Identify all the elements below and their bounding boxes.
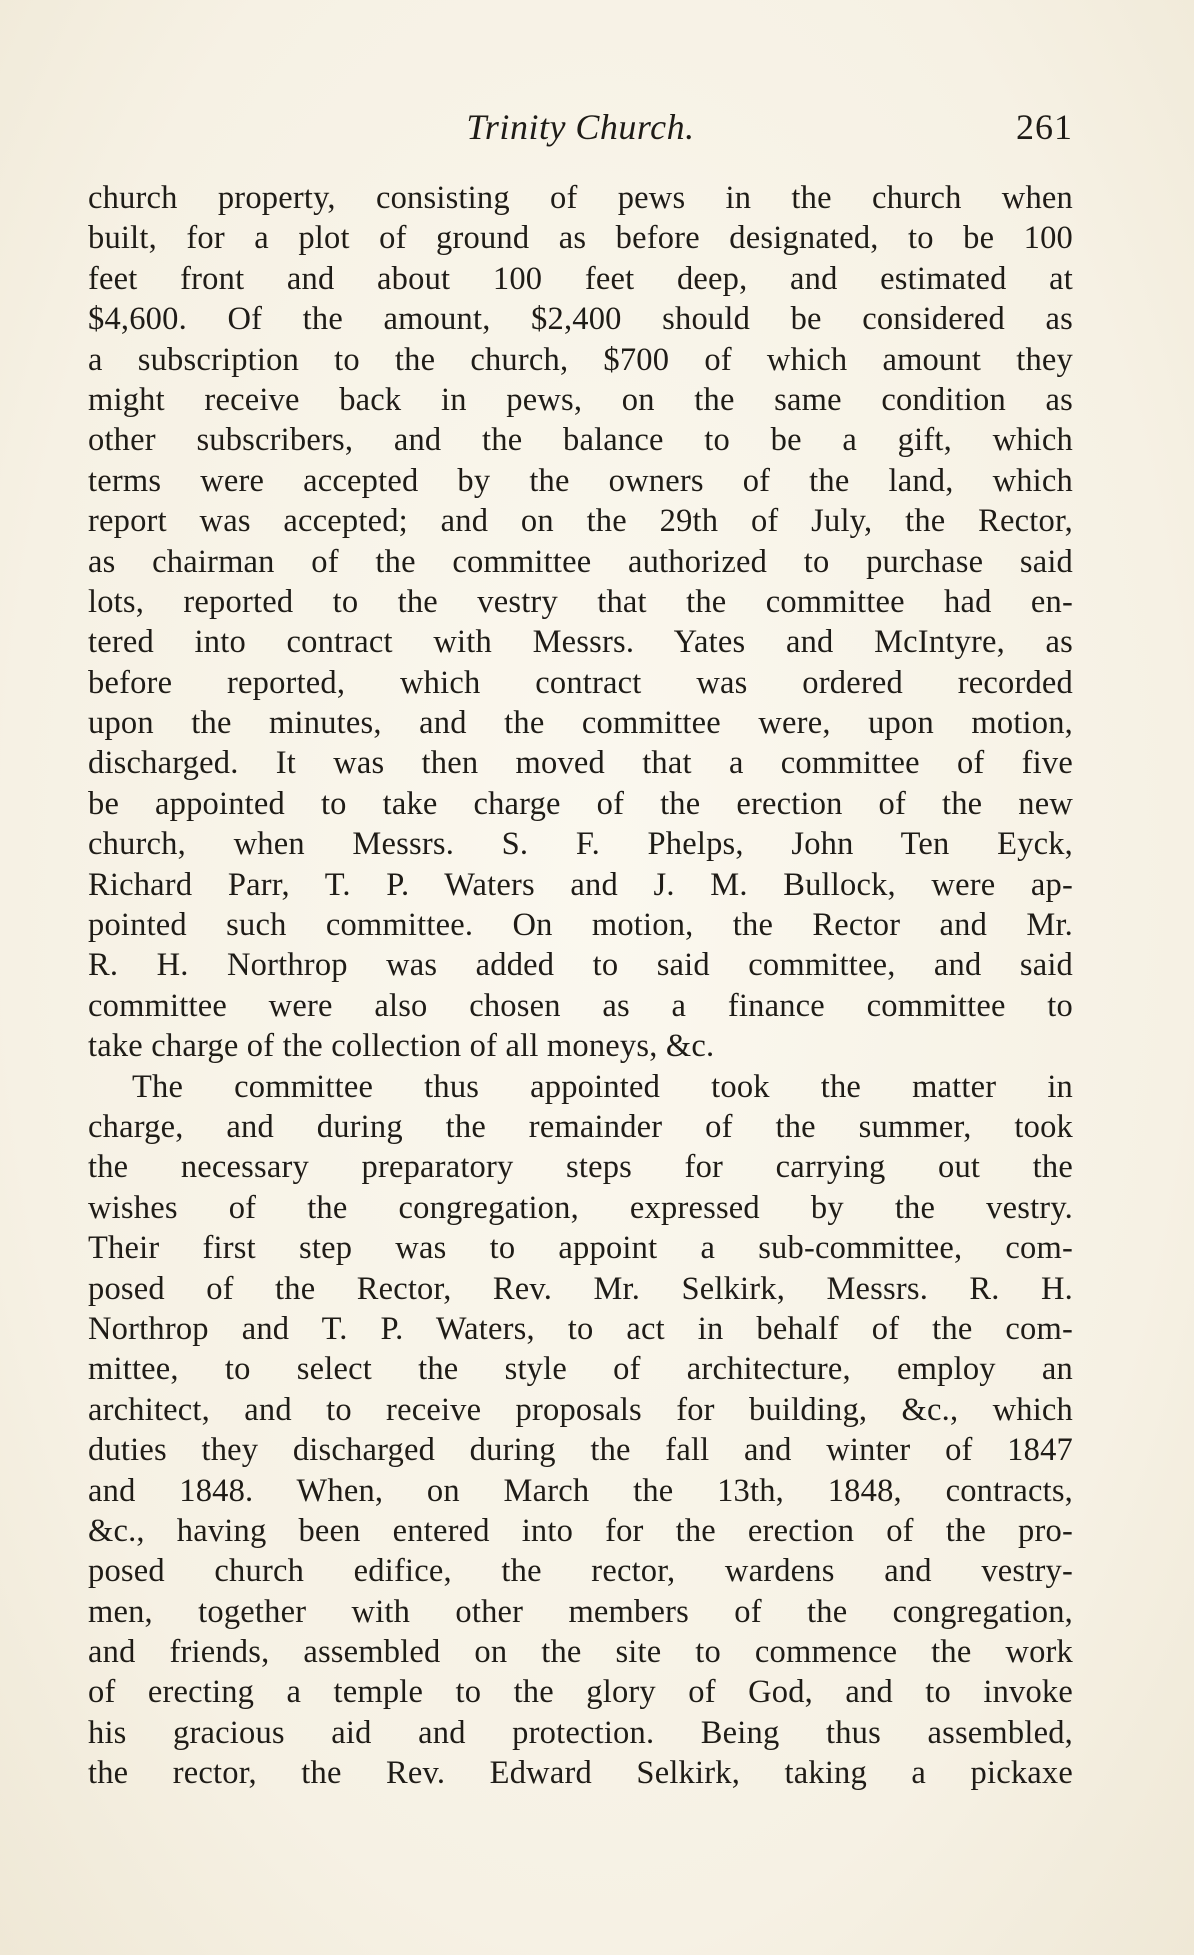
text-line: architect, and to receive proposals for building, &c., which [88,1391,1073,1428]
text-line: be appointed to take charge of the erection of the new [88,785,1073,822]
text-line: church, when Messrs. S. F. Phelps, John Ten Eyck, [88,826,1073,863]
page-number: 261 [1016,107,1073,147]
text-line: posed church edifice, the rector, wardens and vestry- [88,1553,1073,1590]
text-line: built, for a plot of ground as before designated, to be 100 [88,220,1073,257]
text-line: discharged. It was then moved that a committee of five [88,745,1073,782]
text-line: of erecting a temple to the glory of God, and to invoke [88,1674,1073,1711]
text-line: Northrop and T. P. Waters, to act in behalf of the com- [88,1310,1073,1347]
text-line: charge, and during the remainder of the summer, took [88,1108,1073,1145]
text-line: before reported, which contract was ordered recorded [88,664,1073,701]
text-line: as chairman of the committee authorized to purchase said [88,543,1073,580]
paragraph-end-line: take charge of the collection of all moneys, &c. [88,1028,715,1065]
text-line: report was accepted; and on the 29th of July, the Rector, [88,503,1073,540]
text-line: church property, consisting of pews in the church when [88,180,1073,216]
text-line: committee were also chosen as a finance committee to [88,987,1073,1024]
text-line: &c., having been entered into for the erection of the pro- [88,1512,1073,1549]
text-line: Their first step was to appoint a sub-committee, com- [88,1230,1073,1267]
text-line: posed of the Rector, Rev. Mr. Selkirk, Messrs. R. H. [88,1270,1073,1307]
text-line: mittee, to select the style of architecture, employ an [88,1351,1073,1388]
text-line: the rector, the Rev. Edward Selkirk, taking a pickaxe [88,1755,1073,1792]
text-line: duties they discharged during the fall and winter of 1847 [88,1432,1073,1469]
text-line: tered into contract with Messrs. Yates and McIntyre, as [88,624,1073,661]
text-line: pointed such committee. On motion, the Rector and Mr. [88,907,1073,944]
running-title: Trinity Church. [466,107,695,147]
text-line: the necessary preparatory steps for carrying out the [88,1149,1073,1186]
text-line: might receive back in pews, on the same condition as [88,381,1073,418]
text-line: $4,600. Of the amount, $2,400 should be considered as [88,301,1073,338]
text-line: men, together with other members of the congregation, [88,1593,1073,1630]
text-line: his gracious aid and protection. Being thus assembled, [88,1714,1073,1751]
text-line: lots, reported to the vestry that the committee had en- [88,583,1073,620]
text-line: feet front and about 100 feet deep, and estimated at [88,260,1073,297]
text-line: and 1848. When, on March the 13th, 1848, contracts, [88,1472,1073,1509]
text-line: and friends, assembled on the site to commence the work [88,1634,1073,1671]
text-line: other subscribers, and the balance to be a gift, which [88,422,1073,459]
text-line: upon the minutes, and the committee were, upon motion, [88,705,1073,742]
text-line: wishes of the congregation, expressed by the vestry. [88,1189,1073,1226]
text-line: terms were accepted by the owners of the land, which [88,462,1073,499]
running-head [88,103,1073,151]
text-line: Richard Parr, T. P. Waters and J. M. Bullock, were ap- [88,866,1073,903]
text-line: R. H. Northrop was added to said committee, and said [88,947,1073,984]
body-text [88,178,1073,1798]
text-line: a subscription to the church, $700 of which amount they [88,341,1073,378]
paragraph-start-line: The committee thus appointed took the matter in [132,1068,1073,1105]
